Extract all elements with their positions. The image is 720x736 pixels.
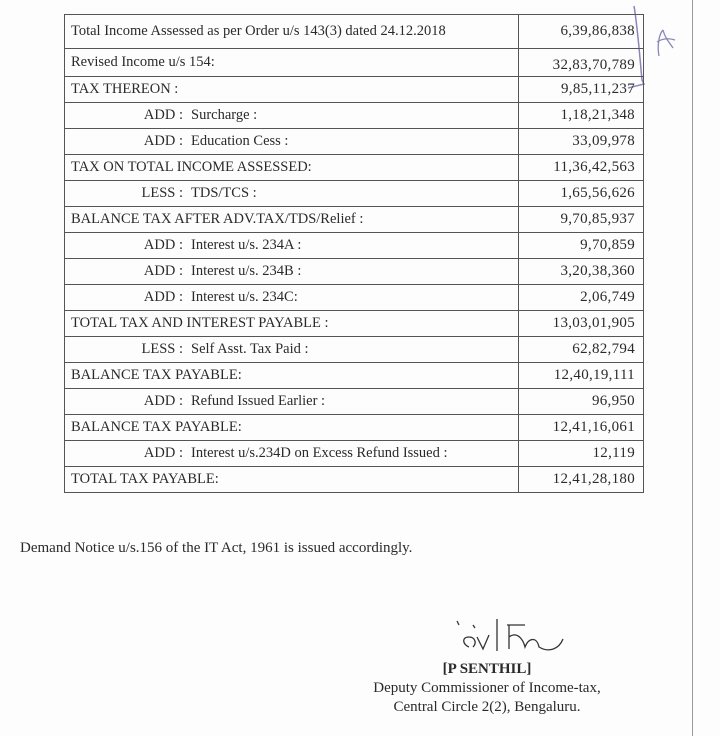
row-amount: 2,06,749 xyxy=(519,285,644,311)
row-keyword: LESS : xyxy=(141,341,183,357)
row-label-cell xyxy=(65,49,519,77)
row-label: TOTAL TAX AND INTEREST PAYABLE : xyxy=(71,315,329,331)
table-row xyxy=(65,49,644,77)
row-amount: 11,36,42,563 xyxy=(519,155,644,181)
row-label: Revised Income u/s 154: xyxy=(71,54,215,70)
row-label: Refund Issued Earlier : xyxy=(191,393,326,409)
table-row xyxy=(65,207,644,233)
table-row xyxy=(65,77,644,103)
row-label: Interest u/s. 234C: xyxy=(191,289,298,305)
row-label-cell xyxy=(65,259,519,285)
row-keyword: ADD : xyxy=(143,393,183,409)
row-label-cell xyxy=(65,467,519,493)
row-amount: 12,41,16,061 xyxy=(519,415,644,441)
row-keyword: ADD : xyxy=(143,263,183,279)
row-amount: 9,85,11,237 xyxy=(519,77,644,103)
row-amount: 33,09,978 xyxy=(519,129,644,155)
signer-office: Central Circle 2(2), Bengaluru. xyxy=(393,699,581,715)
signer-name: [P SENTHIL] xyxy=(442,661,532,677)
table-row xyxy=(65,233,644,259)
table-row xyxy=(65,103,644,129)
row-label-cell xyxy=(65,311,519,337)
page-edge-line xyxy=(692,0,693,736)
row-amount: 12,119 xyxy=(519,441,644,467)
table-row xyxy=(65,181,644,207)
row-amount: 12,41,28,180 xyxy=(519,467,644,493)
row-label-cell xyxy=(65,181,519,207)
row-amount: 1,18,21,348 xyxy=(519,103,644,129)
row-label: TDS/TCS : xyxy=(191,185,257,201)
row-keyword: ADD : xyxy=(143,107,183,123)
tax-computation-table xyxy=(64,14,644,493)
row-label-cell xyxy=(65,415,519,441)
table-row xyxy=(65,415,644,441)
row-amount: 9,70,85,937 xyxy=(519,207,644,233)
demand-notice-note: Demand Notice u/s.156 of the IT Act, 1961 is issued accordingly. xyxy=(20,540,413,556)
row-label: BALANCE TAX AFTER ADV.TAX/TDS/Relief : xyxy=(71,211,364,227)
row-label: TOTAL TAX PAYABLE: xyxy=(71,471,219,487)
row-label-cell xyxy=(65,363,519,389)
row-label: Surcharge : xyxy=(191,107,258,123)
row-label-cell xyxy=(65,103,519,129)
row-label-cell xyxy=(65,285,519,311)
table-row xyxy=(65,467,644,493)
table-row xyxy=(65,337,644,363)
table-row xyxy=(65,311,644,337)
row-label: Interest u/s. 234B : xyxy=(191,263,302,279)
signature-block xyxy=(342,660,632,717)
row-amount: 3,20,38,360 xyxy=(519,259,644,285)
row-label: Interest u/s. 234A : xyxy=(191,237,302,253)
row-label-cell xyxy=(65,155,519,181)
row-label-cell xyxy=(65,129,519,155)
table-row xyxy=(65,389,644,415)
row-amount: 6,39,86,838 xyxy=(519,15,644,49)
row-keyword: ADD : xyxy=(143,445,183,462)
handwritten-mark-a xyxy=(655,28,677,58)
table-row xyxy=(65,363,644,389)
row-label-cell xyxy=(65,233,519,259)
row-amount: 62,82,794 xyxy=(519,337,644,363)
row-label: BALANCE TAX PAYABLE: xyxy=(71,367,242,383)
row-label-cell xyxy=(65,207,519,233)
row-amount: 32,83,70,789 xyxy=(519,49,644,77)
table-row xyxy=(65,441,644,467)
table-row xyxy=(65,259,644,285)
row-label-cell xyxy=(65,389,519,415)
row-label-cell xyxy=(65,337,519,363)
row-keyword: ADD : xyxy=(143,133,183,149)
row-amount: 96,950 xyxy=(519,389,644,415)
row-label: Self Asst. Tax Paid : xyxy=(191,341,309,357)
row-amount: 1,65,56,626 xyxy=(519,181,644,207)
row-label-cell xyxy=(65,15,519,49)
signer-designation: Deputy Commissioner of Income-tax, xyxy=(373,680,601,696)
row-label-cell xyxy=(65,77,519,103)
row-amount: 12,40,19,111 xyxy=(519,363,644,389)
row-label: Interest u/s.234D on Excess Refund Issued : xyxy=(191,445,448,462)
table-row xyxy=(65,15,644,49)
row-label: TAX THEREON : xyxy=(71,81,179,97)
row-keyword: LESS : xyxy=(141,185,183,201)
row-label-cell xyxy=(65,441,519,467)
row-keyword: ADD : xyxy=(143,289,183,305)
row-label: BALANCE TAX PAYABLE: xyxy=(71,419,242,435)
row-label: Total Income Assessed as per Order u/s 143(3) dated 24.12.2018 xyxy=(71,23,446,39)
row-label: Education Cess : xyxy=(191,133,289,149)
row-amount: 9,70,859 xyxy=(519,233,644,259)
row-label: TAX ON TOTAL INCOME ASSESSED: xyxy=(71,159,312,175)
row-amount: 13,03,01,905 xyxy=(519,311,644,337)
signature xyxy=(455,615,605,660)
table-row xyxy=(65,155,644,181)
table-row xyxy=(65,285,644,311)
row-keyword: ADD : xyxy=(143,237,183,253)
table-row xyxy=(65,129,644,155)
